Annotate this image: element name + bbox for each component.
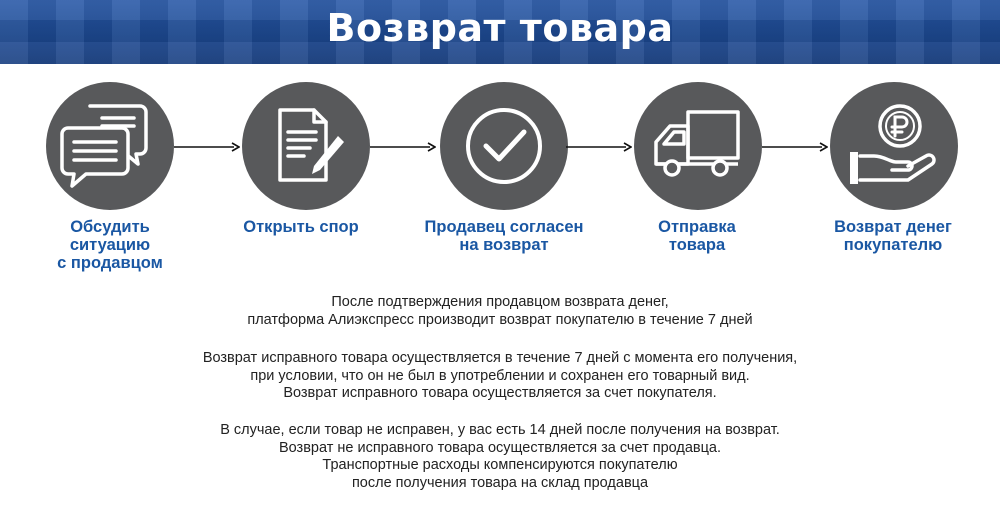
step-3-circle [440,82,568,210]
step-2-label: Открыть спор [243,218,359,236]
step-3-label: Продавец согласен на возврат [424,218,584,254]
chat-bubbles-icon [46,82,174,210]
info-paragraph-3: В случае, если товар не исправен, у вас есть 14 дней после получения на возврат. Возврат не исправного товара осуществляется за счет продавца. Транспортные расходы компенсируются покупателю после получения товара на склад продавца [220,422,780,491]
step-1-label: Обсудить ситуацию с продавцом [57,218,163,272]
step-2-circle [242,82,370,210]
step-4-label: Отправка товара [658,218,736,254]
step-5-circle [830,82,958,210]
delivery-truck-icon [634,82,762,210]
page-title: Возврат товара [326,6,674,50]
arrow-1 [174,142,240,152]
arrow-3 [566,142,632,152]
info-paragraph-1: После подтверждения продавцом возврата денег, платформа Алиэкспресс производит возврат покупателю в течение 7 дней [247,294,753,328]
step-4-circle [634,82,762,210]
arrow-2 [370,142,436,152]
ruble-coin-hand-icon [830,82,958,210]
step-1-circle [46,82,174,210]
header-banner [0,0,1000,64]
checkmark-circle-icon [440,82,568,210]
info-paragraph-2: Возврат исправного товара осуществляется в течение 7 дней с момента его получения, при условии, что он не был в употреблении и сохранен его товарный вид. Возврат исправного товара осуществляется за счет покупателя. [202,350,798,401]
step-5-label: Возврат денег покупателю [834,218,952,254]
document-pen-icon [242,82,370,210]
arrow-4 [762,142,828,152]
